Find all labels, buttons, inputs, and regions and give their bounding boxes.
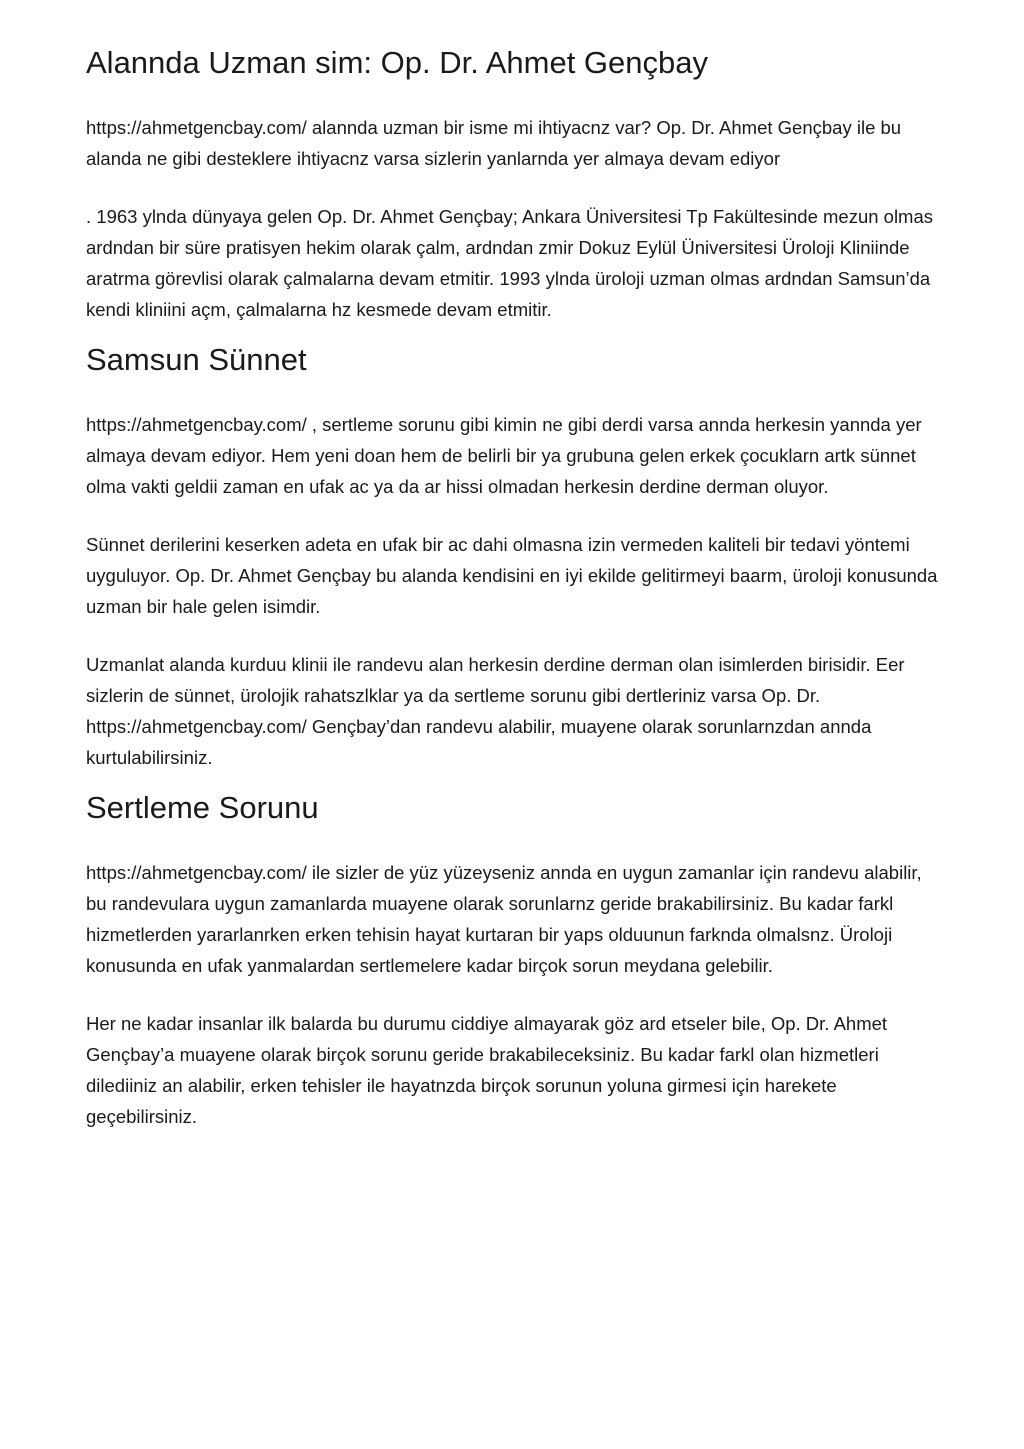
section-paragraph: Uzmanlat alanda kurduu klinii ile randevu alan herkesin derdine derman olan isimlerden birisidir. Eer sizlerin de sünnet, ürolojik rahatszlklar ya da sertleme sorunu gibi dertleriniz varsa Op. Dr. https://ahmetgencbay.com/ Gençbay’dan randevu alabilir, muayene olarak sorunlarnzdan annda kurtulabilirsiniz. — [86, 654, 905, 768]
section-paragraph: https://ahmetgencbay.com/ ile sizler de yüz yüzeyseniz annda en uygun zamanlar için randevu alabilir, bu randevulara uygun zamanlarda muayene olarak sorunlarnz geride brakabilirsiniz. Bu kadar farkl hizmetlerden yararlanrken erken tehisin hayat kurtaran bir yaps olduunun farknda olmalsnz. Üroloji konusunda en ufak yanmalardan sertlemelere kadar birçok sorun meydana gelebilir. — [86, 862, 922, 976]
section-heading-samsun-sunnet: Samsun Sünnet — [86, 342, 307, 377]
section-heading-sertleme-sorunu: Sertleme Sorunu — [86, 790, 319, 825]
section-paragraph: https://ahmetgencbay.com/ , sertleme sorunu gibi kimin ne gibi derdi varsa annda herkesin yannda yer almaya devam ediyor. Hem yeni doan hem de belirli bir ya grubuna gelen erkek çocuklarn artk sünnet olma vakti geldii zaman en ufak ac ya da ar hissi olmadan herkesin derdine derman oluyor. — [86, 414, 922, 497]
document-page — [86, 40, 946, 1159]
intro-paragraph: . 1963 ylnda dünyaya gelen Op. Dr. Ahmet Gençbay; Ankara Üniversitesi Tp Fakültesinde mezun olmas ardndan bir süre pratisyen hekim olarak çalm, ardndan zmir Dokuz Eylül Üniversitesi Üroloji Kliniinde aratrma görevlisi olarak çalmalarna devam etmitir. 1993 ylnda üroloji uzman olmas ardndan Samsun’da kendi kliniini açm, çalmalarna hz kesmede devam etmitir. — [86, 206, 934, 320]
document-title: Alannda Uzman sim: Op. Dr. Ahmet Gençbay — [86, 45, 708, 80]
section-paragraph: Sünnet derilerini keserken adeta en ufak bir ac dahi olmasna izin vermeden kaliteli bir tedavi yöntemi uyguluyor. Op. Dr. Ahmet Gençbay bu alanda kendisini en iyi ekilde gelitirmeyi baarm, üroloji konusunda uzman bir hale gelen isimdir. — [86, 534, 938, 617]
intro-paragraph: https://ahmetgencbay.com/ alannda uzman bir isme mi ihtiyacnz var? Op. Dr. Ahmet Gençbay ile bu alanda ne gibi desteklere ihtiyacnz varsa sizlerin yanlarnda yer almaya devam ediyor — [86, 117, 902, 169]
section-paragraph: Her ne kadar insanlar ilk balarda bu durumu ciddiye almayarak göz ard etseler bile, Op. Dr. Ahmet Gençbay’a muayene olarak birçok sorunu geride brakabileceksiniz. Bu kadar farkl olan hizmetleri dilediiniz an alabilir, erken tehisler ile hayatnzda birçok sorunun yoluna girmesi için harekete geçebilirsiniz. — [86, 1013, 888, 1127]
